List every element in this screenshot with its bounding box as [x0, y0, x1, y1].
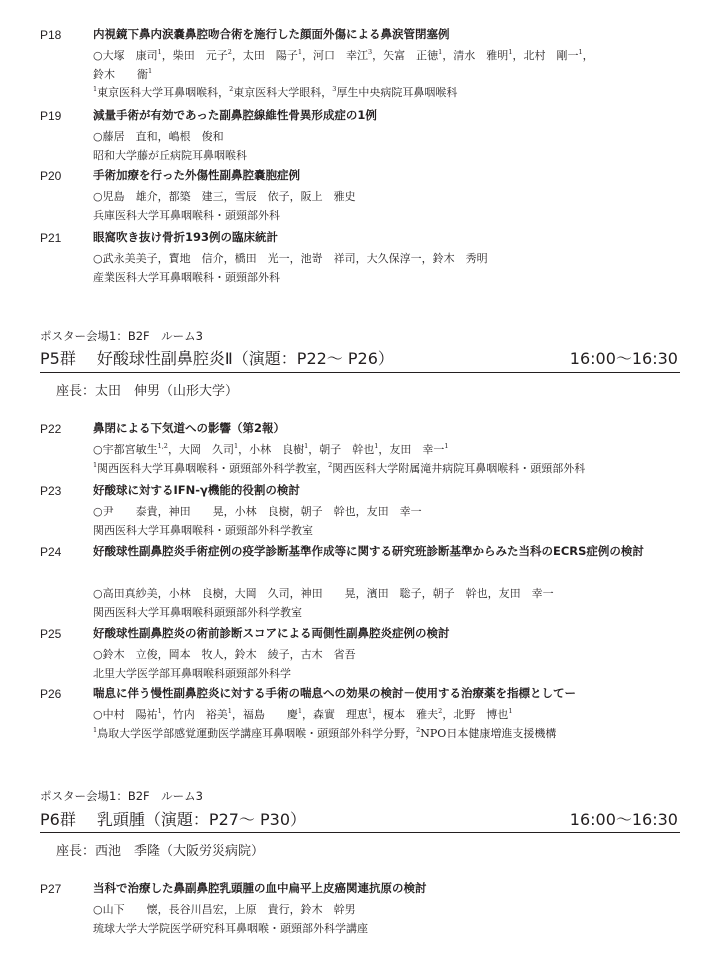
text-run: ， [582, 49, 594, 62]
affiliation-superscript: 2 [227, 48, 232, 56]
author-list [93, 585, 693, 603]
affiliation-superscript: 1 [227, 707, 232, 715]
session-venue: ポスター会場1：B2F ルーム3 [40, 329, 203, 343]
session-group-title: P6群 乳頭腫（演題：P27～ P30） [40, 810, 307, 829]
affiliation-superscript: 2 [328, 460, 333, 469]
affiliation-superscript: 1 [297, 48, 303, 56]
abstract-title: 鼻閉による下気道への影響（第2報） [93, 421, 285, 435]
session-group-header [40, 346, 680, 368]
affiliation-superscript: 1 [444, 442, 449, 450]
author-list [93, 901, 693, 919]
affiliation-superscript: 1 [233, 442, 239, 450]
text-run: ，北野 博也 [442, 708, 509, 721]
session-group-title: P5群 好酸球性副鼻腔炎Ⅱ（演題：P22～ P26） [40, 349, 394, 368]
abstract-P26 [0, 685, 718, 745]
abstract-P21 [0, 229, 718, 289]
text-run: ，北村 剛一 [512, 49, 579, 62]
text-run: ，友田 幸一 [378, 443, 445, 456]
text-run: ，朝子 幹也 [308, 443, 375, 456]
affiliation-list [93, 269, 693, 287]
abstract-title: 手術加療を行った外傷性副鼻腔嚢胞症例 [93, 168, 300, 182]
abstract-id: P22 [40, 422, 62, 436]
author-list [93, 441, 693, 459]
affiliation-list [93, 920, 693, 938]
session-rule [40, 372, 680, 373]
text-run: ，大岡 久司 [167, 443, 234, 456]
text-run: 昭和大学藤が丘病院耳鼻咽喉科 [93, 148, 247, 162]
abstract-id: P18 [40, 28, 62, 42]
affiliation-list [93, 665, 693, 683]
text-run: NPO日本健康増進支援機構 [420, 726, 557, 740]
text-run: ○高田真紗美，小林 良樹，大岡 久司，神田 晃，濱田 聡子，朝子 幹也，友田 幸一 [93, 587, 554, 600]
affiliation-superscript: 1 [157, 707, 162, 715]
text-run: 関西医科大学耳鼻咽喉科・頭頸部外科学教室 [93, 523, 313, 537]
affiliation-superscript: 1 [508, 48, 513, 56]
abstract-title: 眼窩吹き抜け骨折193例の臨床統計 [93, 230, 279, 244]
affiliation-superscript: 1 [374, 442, 379, 450]
abstract-id: P25 [40, 627, 62, 641]
affiliation-superscript: 2 [229, 85, 234, 93]
affiliation-superscript: 1 [297, 707, 303, 715]
affiliation-superscript: 1,2 [157, 442, 168, 450]
abstract-P18 [0, 26, 718, 106]
abstract-id: P23 [40, 484, 62, 498]
author-list [93, 646, 693, 664]
session-time: 16:00～16:30 [569, 349, 678, 368]
text-run: 兵庫医科大学耳鼻咽喉科・頭頸部外科 [93, 208, 280, 222]
text-run: ，河口 幸江 [302, 49, 369, 62]
text-run: ，森實 理恵 [302, 708, 369, 721]
abstract-id: P21 [40, 231, 62, 245]
text-run: ，太田 陽子 [231, 49, 298, 62]
abstract-P19 [0, 107, 718, 167]
abstract-P27 [0, 880, 718, 940]
abstract-P25 [0, 625, 718, 685]
text-run: ○中村 陽祐 [93, 708, 158, 721]
abstract-title: 内視鏡下鼻内涙嚢鼻腔吻合術を施行した顔面外傷による鼻涙管閉塞例 [93, 27, 450, 41]
affiliation-superscript: 1 [157, 48, 162, 56]
session-venue: ポスター会場1：B2F ルーム3 [40, 789, 203, 803]
text-run: 関西医科大学耳鼻咽喉科頭頸部外科学教室 [93, 605, 302, 619]
affiliation-superscript: 1 [438, 48, 443, 56]
session-time: 16:00～16:30 [569, 810, 678, 829]
text-run: 関西医科大学附属滝井病院耳鼻咽喉科・頭頸部外科 [332, 461, 586, 475]
text-run: ○児島 雄介，都築 建三，雪辰 依子，阪上 雅史 [93, 190, 356, 203]
abstract-P20 [0, 167, 718, 227]
author-list [93, 128, 693, 146]
affiliation-list [93, 207, 693, 225]
author-list [93, 47, 693, 65]
abstract-P24 [0, 543, 718, 623]
affiliation-list [93, 725, 693, 743]
abstract-id: P24 [40, 545, 62, 559]
affiliation-superscript: 2 [416, 725, 421, 734]
affiliation-superscript: 2 [438, 707, 443, 715]
text-run: ○山下 懐，長谷川昌宏，上原 貴行，鈴木 幹男 [93, 903, 356, 916]
abstract-title: 好酸球性副鼻腔炎手術症例の疫学診断基準作成等に関する研究班診断基準からみた当科のECRS症例の検討 [93, 544, 644, 558]
abstract-title: 喘息に伴う慢性副鼻腔炎に対する手術の喘息への効果の検討－使用する治療薬を指標としてー [93, 686, 576, 700]
affiliation-superscript: 1 [578, 48, 583, 56]
session-chair: 座長：西池 季隆（大阪労災病院） [56, 844, 265, 859]
author-list [93, 706, 693, 724]
affiliation-superscript: 1 [93, 725, 98, 734]
text-run: ，柴田 元子 [161, 49, 228, 62]
affiliation-list [93, 147, 693, 165]
text-run: 厚生中央病院耳鼻咽喉科 [336, 86, 458, 99]
session-group-header [40, 807, 680, 829]
session-chair: 座長：太田 伸男（山形大学） [56, 384, 239, 399]
author-list [93, 188, 693, 206]
affiliation-superscript: 1 [93, 460, 98, 469]
text-run: ，清水 雅明 [442, 49, 509, 62]
abstract-id: P27 [40, 882, 62, 896]
text-run: ，榎本 雅夫 [372, 708, 439, 721]
abstract-title: 好酸球性副鼻腔炎の術前診断スコアによる両側性副鼻腔炎症例の検討 [93, 626, 450, 640]
affiliation-list [93, 522, 693, 540]
text-run: 東京医科大学耳鼻咽喉科， [97, 86, 230, 99]
abstract-title: 当科で治療した鼻副鼻腔乳頭腫の血中扁平上皮癌関連抗原の検討 [93, 881, 427, 895]
text-run: ，小林 良樹 [238, 443, 305, 456]
abstract-id: P19 [40, 109, 62, 123]
affiliation-superscript: 1 [508, 707, 513, 715]
text-run: ○藤居 直和，嶋根 俊和 [93, 130, 224, 143]
abstract-P23 [0, 482, 718, 542]
text-run: ○鈴木 立俊，岡本 牧人，鈴木 綾子，古木 省吾 [93, 648, 356, 661]
text-run: 関西医科大学耳鼻咽喉科・頭頸部外科学教室， [97, 461, 329, 475]
abstract-title: 好酸球に対するIFN-γ機能的役割の検討 [93, 483, 300, 497]
author-list [93, 250, 693, 268]
text-run: ○大塚 康司 [93, 49, 158, 62]
abstract-title: 減量手術が有効であった副鼻腔線維性骨異形成症の1例 [93, 108, 377, 122]
session-rule [40, 832, 680, 833]
affiliation-superscript: 1 [93, 85, 98, 93]
text-run: ○尹 泰貴，神田 晃，小林 良樹，朝子 幹也，友田 幸一 [93, 505, 422, 518]
text-run: ○宇都宮敏生 [93, 443, 158, 456]
abstract-P22 [0, 420, 718, 480]
text-run: 鈴木 衞 [93, 67, 148, 81]
text-run: 鳥取大学医学部感覚運動医学講座耳鼻咽喉・頭頸部外科学分野， [97, 726, 417, 740]
affiliation-superscript: 1 [148, 66, 153, 75]
abstract-id: P26 [40, 687, 62, 701]
text-run: ，福島 慶 [231, 708, 298, 721]
abstract-id: P20 [40, 169, 62, 183]
text-run: ○武永美美子，寳地 信介，橋田 光一，池嵜 祥司，大久保淳一，鈴木 秀明 [93, 252, 488, 265]
affiliation-list [93, 84, 693, 102]
affiliation-superscript: 3 [332, 85, 337, 93]
affiliation-superscript: 3 [368, 48, 373, 56]
affiliation-superscript: 1 [368, 707, 373, 715]
text-run: 北里大学医学部耳鼻咽喉科頭頸部外科学 [93, 666, 291, 680]
affiliation-superscript: 1 [304, 442, 309, 450]
text-run: ，竹内 裕美 [161, 708, 228, 721]
text-run: ，矢富 正徳 [372, 49, 439, 62]
author-list [93, 66, 693, 84]
author-list [93, 503, 693, 521]
affiliation-list [93, 604, 693, 622]
text-run: 産業医科大学耳鼻咽喉科・頭頸部外科 [93, 270, 280, 284]
text-run: 琉球大学大学院医学研究科耳鼻咽喉・頭頸部外科学講座 [93, 921, 368, 935]
text-run: 東京医科大学眼科， [233, 86, 333, 99]
affiliation-list [93, 460, 693, 478]
